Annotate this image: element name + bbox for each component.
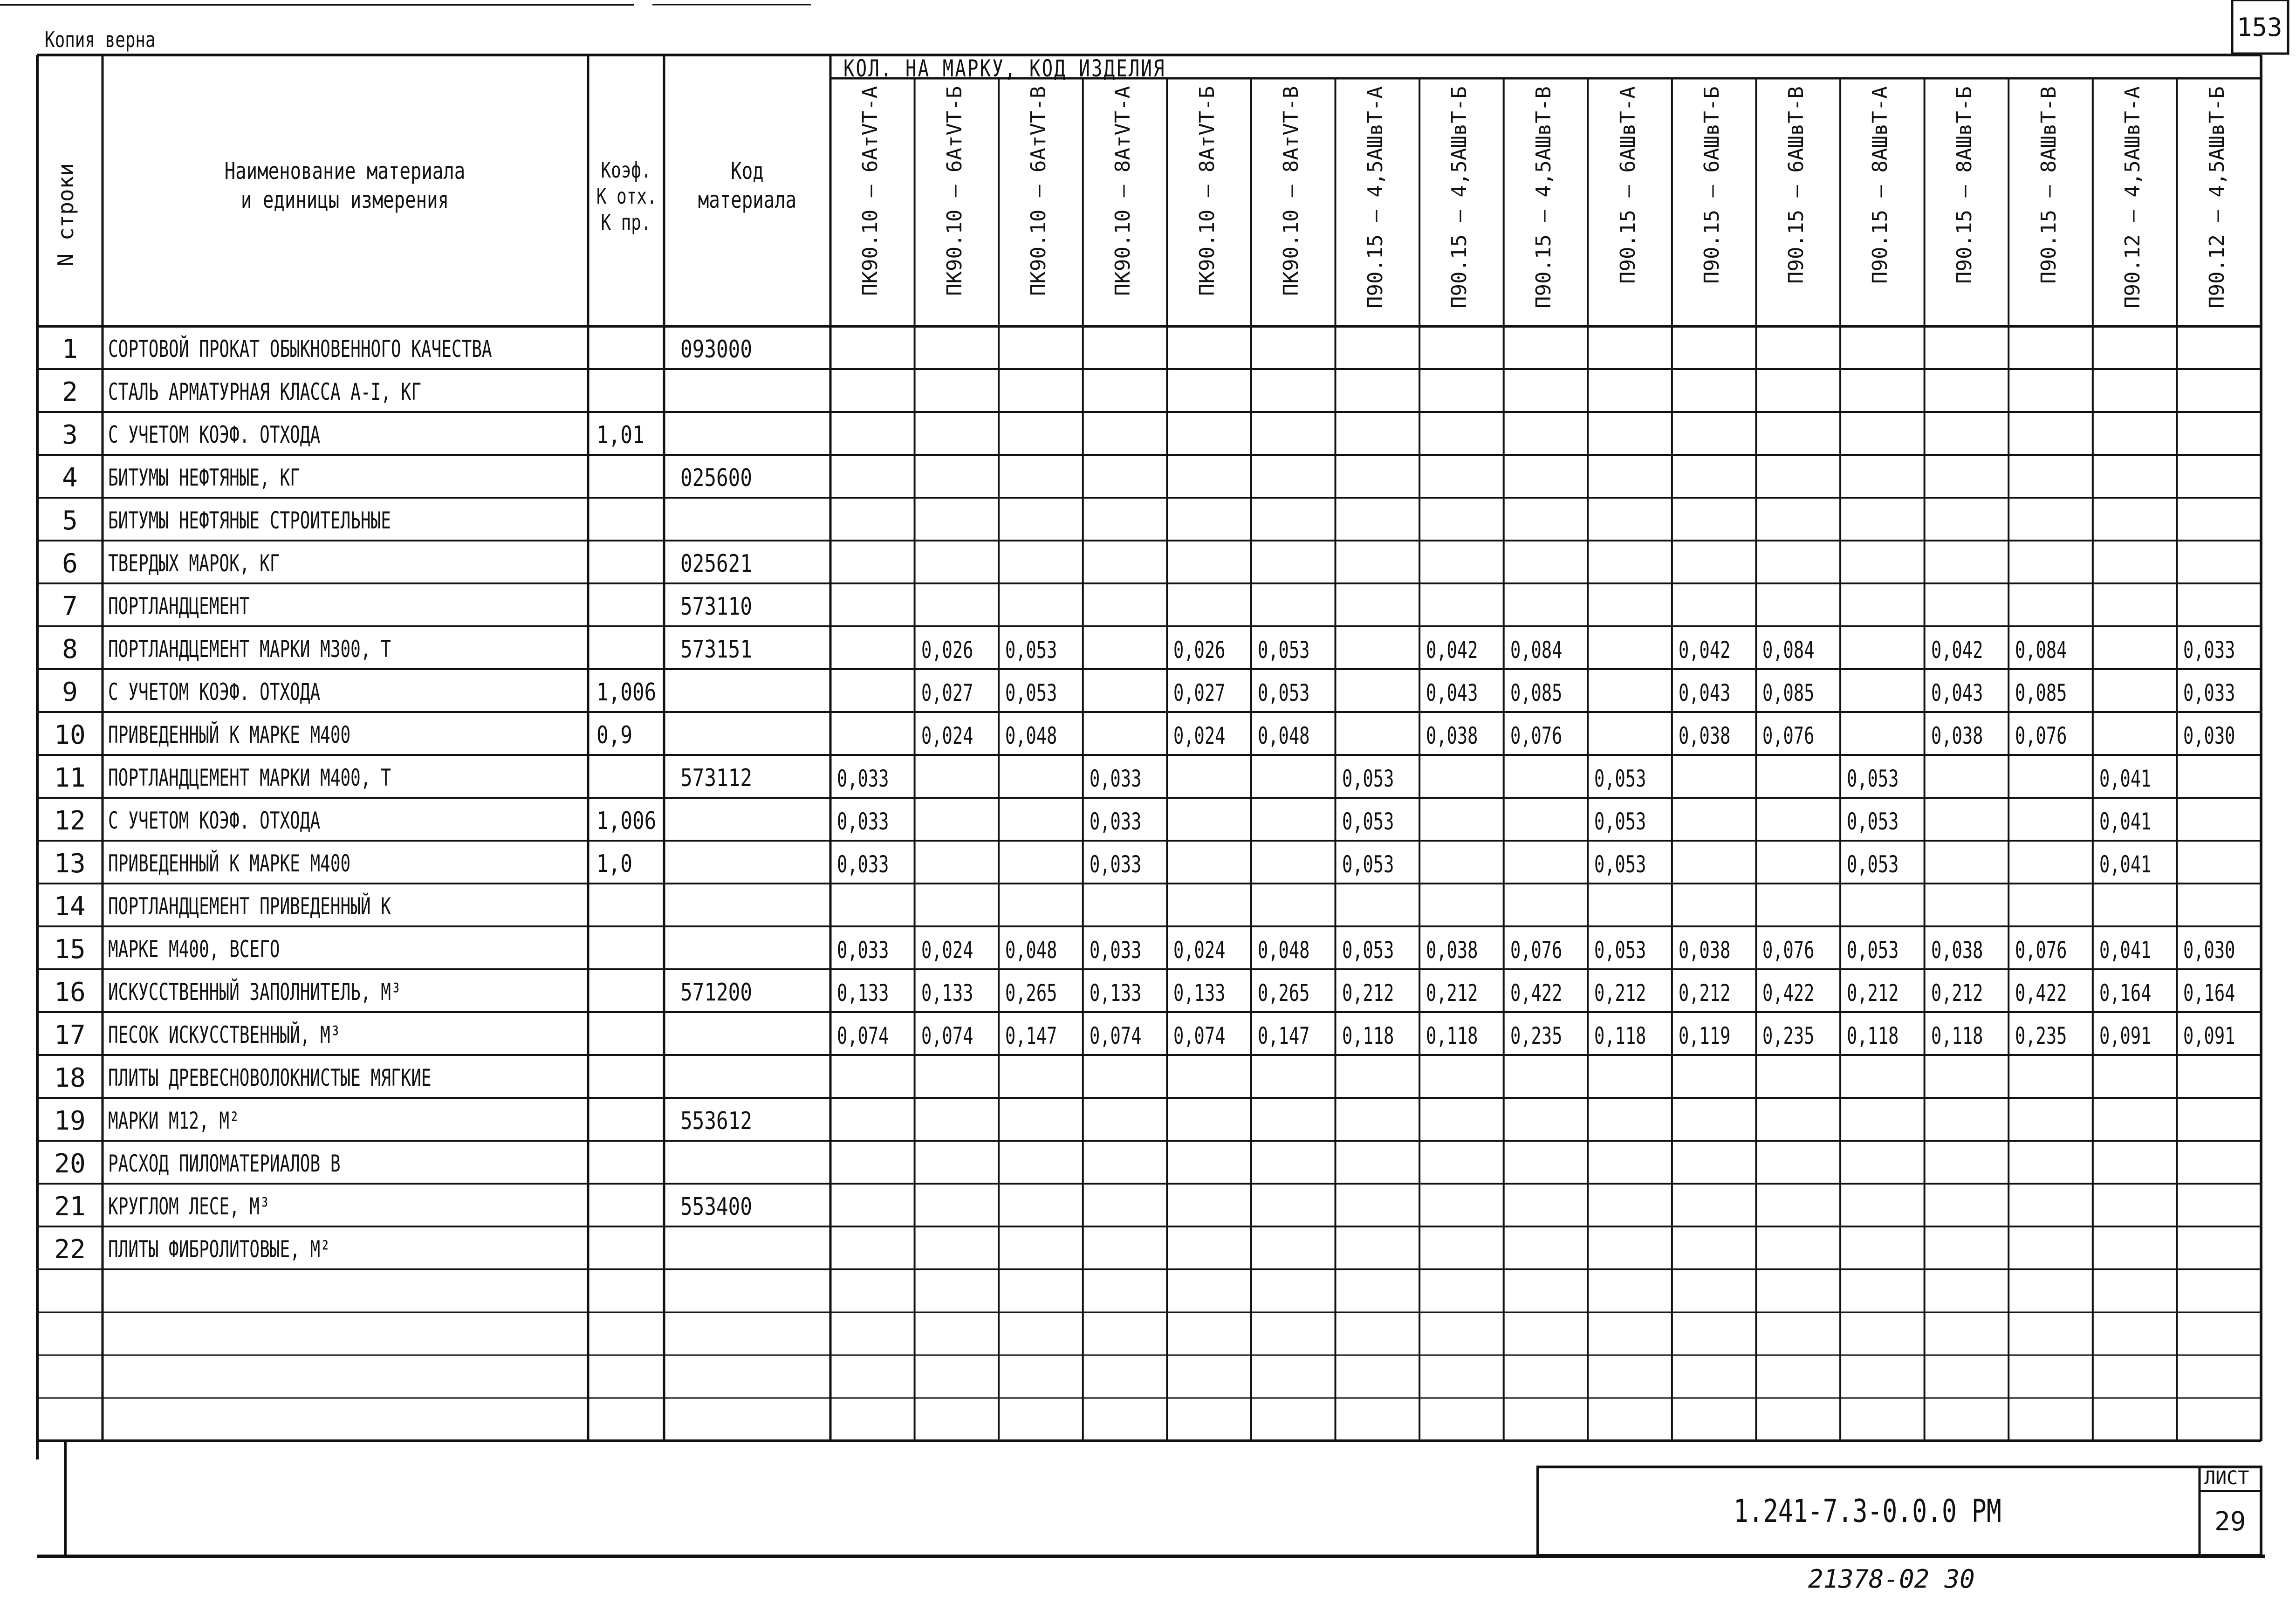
- cell-value: 0,147: [1005, 1022, 1057, 1049]
- cell-value: 0,119: [1678, 1022, 1731, 1049]
- cell-value: 0,074: [1173, 1022, 1226, 1049]
- column-header-6: ПК90.10 — 8АтVТ-В: [1279, 86, 1303, 296]
- row-material-name: ТВЕРДЫХ МАРОК, КГ: [108, 550, 280, 577]
- header-row-number: N строки: [53, 163, 78, 267]
- row-material-name: БИТУМЫ НЕФТЯНЫЕ, КГ: [108, 464, 300, 491]
- row-number: 17: [54, 1020, 86, 1050]
- cell-value: 0,074: [921, 1022, 973, 1049]
- row-number: 19: [54, 1106, 86, 1136]
- cell-value: 0,024: [921, 937, 973, 964]
- top-note: Копия верна: [45, 27, 156, 52]
- column-header-16: П90.12 — 4,5АШвТ-А: [2121, 86, 2145, 308]
- row-material-name: С УЧЕТОМ КОЭФ. ОТХОДА: [108, 678, 321, 706]
- cell-value: 0,265: [1005, 980, 1057, 1007]
- row-number: 22: [54, 1234, 86, 1265]
- cell-value: 0,033: [2183, 679, 2235, 706]
- cell-value: 0,024: [921, 722, 973, 749]
- row-material-code: 553612: [680, 1107, 753, 1135]
- cell-value: 0,212: [1678, 980, 1731, 1007]
- header-group-label: КОЛ. НА МАРКУ, КОД ИЗДЕЛИЯ: [843, 55, 1166, 82]
- cell-value: 0,076: [1510, 937, 1563, 964]
- column-header-2: ПК90.10 — 6АтVТ-Б: [942, 86, 966, 296]
- row-coefficient: 0,9: [596, 721, 633, 749]
- cell-value: 0,038: [1426, 722, 1478, 749]
- row-material-name: ПОРТЛАНДЦЕМЕНТ ПРИВЕДЕННЫЙ К: [108, 893, 391, 920]
- cell-value: 0,053: [1005, 679, 1057, 706]
- row-number: 1: [62, 334, 78, 364]
- cell-value: 0,048: [1257, 722, 1310, 749]
- row-number: 10: [54, 720, 86, 750]
- cell-value: 0,033: [837, 808, 889, 835]
- cell-value: 0,053: [1847, 765, 1899, 792]
- row-material-name: ПРИВЕДЕННЫЙ К МАРКЕ М400: [108, 850, 351, 877]
- cell-value: 0,147: [1257, 1022, 1310, 1049]
- row-material-name: СОРТОВОЙ ПРОКАТ ОБЫКНОВЕННОГО КАЧЕСТВА: [108, 336, 492, 363]
- cell-value: 0,133: [837, 980, 889, 1007]
- column-header-1: ПК90.10 — 6АтVТ-А: [858, 86, 883, 296]
- cell-value: 0,212: [1931, 980, 1983, 1007]
- cell-value: 0,053: [1342, 937, 1394, 964]
- cell-value: 0,212: [1594, 980, 1646, 1007]
- row-number: 13: [54, 849, 86, 879]
- column-header-17: П90.12 — 4,5АШвТ-Б: [2205, 86, 2229, 308]
- cell-value: 0,118: [1931, 1022, 1983, 1049]
- cell-value: 0,085: [1510, 679, 1563, 706]
- cell-value: 0,038: [1678, 937, 1731, 964]
- cell-value: 0,042: [1931, 637, 1983, 664]
- header-code-line: Код: [731, 158, 764, 185]
- cell-value: 0,053: [1342, 851, 1394, 878]
- cell-value: 0,027: [1173, 679, 1226, 706]
- cell-value: 0,038: [1426, 937, 1478, 964]
- cell-value: 0,041: [2099, 851, 2152, 878]
- cell-value: 0,043: [1931, 679, 1983, 706]
- cell-value: 0,091: [2099, 1022, 2152, 1049]
- cell-value: 0,038: [1678, 722, 1731, 749]
- row-number: 8: [62, 634, 78, 665]
- cell-value: 0,033: [1089, 851, 1142, 878]
- row-material-code: 573110: [680, 593, 753, 621]
- cell-value: 0,053: [1594, 937, 1646, 964]
- row-number: 2: [62, 377, 78, 407]
- cell-value: 0,041: [2099, 765, 2152, 792]
- cell-value: 0,053: [1342, 765, 1394, 792]
- row-material-name: РАСХОД ПИЛОМАТЕРИАЛОВ В: [108, 1150, 341, 1177]
- row-coefficient: 1,006: [596, 807, 657, 835]
- page-number: 153: [2237, 13, 2282, 42]
- row-number: 11: [54, 763, 86, 793]
- cell-value: 0,024: [1173, 937, 1226, 964]
- cell-value: 0,212: [1847, 980, 1899, 1007]
- row-material-name: МАРКИ М12, М²: [108, 1107, 240, 1134]
- cell-value: 0,048: [1005, 722, 1057, 749]
- column-header-12: П90.15 — 6АШвТ-В: [1784, 86, 1808, 284]
- column-header-11: П90.15 — 6АШвТ-Б: [1700, 86, 1724, 284]
- cell-value: 0,133: [921, 980, 973, 1007]
- cell-value: 0,084: [2015, 637, 2067, 664]
- cell-value: 0,024: [1173, 722, 1226, 749]
- cell-value: 0,027: [921, 679, 973, 706]
- cell-value: 0,026: [1173, 637, 1226, 664]
- column-header-10: П90.15 — 6АШвТ-А: [1616, 86, 1640, 284]
- row-material-code: 025600: [680, 464, 753, 492]
- cell-value: 0,118: [1426, 1022, 1478, 1049]
- cell-value: 0,043: [1678, 679, 1731, 706]
- cell-value: 0,041: [2099, 937, 2152, 964]
- cell-value: 0,053: [1847, 937, 1899, 964]
- cell-value: 0,038: [1931, 937, 1983, 964]
- cell-value: 0,076: [2015, 937, 2067, 964]
- cell-value: 0,033: [1089, 937, 1142, 964]
- column-header-15: П90.15 — 8АШвТ-В: [2036, 86, 2061, 284]
- row-number: 9: [62, 677, 78, 707]
- cell-value: 0,053: [1257, 679, 1310, 706]
- row-number: 16: [54, 977, 86, 1007]
- cell-value: 0,235: [2015, 1022, 2067, 1049]
- footer-code: 21378-02 30: [1808, 1564, 1975, 1594]
- cell-value: 0,030: [2183, 722, 2235, 749]
- row-number: 20: [54, 1149, 86, 1179]
- row-number: 4: [62, 463, 78, 493]
- row-material-name: ПОРТЛАНДЦЕМЕНТ МАРКИ М300, Т: [108, 636, 391, 663]
- cell-value: 0,076: [1762, 722, 1815, 749]
- cell-value: 0,076: [2015, 722, 2067, 749]
- row-material-name: ИСКУССТВЕННЫЙ ЗАПОЛНИТЕЛЬ, М³: [108, 979, 401, 1006]
- cell-value: 0,033: [1089, 808, 1142, 835]
- column-header-4: ПК90.10 — 8АтVТ-А: [1111, 86, 1135, 296]
- cell-value: 0,038: [1931, 722, 1983, 749]
- cell-value: 0,422: [1762, 980, 1815, 1007]
- cell-value: 0,026: [921, 637, 973, 664]
- cell-value: 0,053: [1594, 765, 1646, 792]
- column-header-13: П90.15 — 8АШвТ-А: [1868, 86, 1892, 284]
- header-coef-line: К отх.: [596, 184, 657, 209]
- cell-value: 0,041: [2099, 808, 2152, 835]
- row-material-name: КРУГЛОМ ЛЕСЕ, М³: [108, 1193, 270, 1220]
- cell-value: 0,074: [1089, 1022, 1142, 1049]
- cell-value: 0,048: [1257, 937, 1310, 964]
- row-material-name: СТАЛЬ АРМАТУРНАЯ КЛАССА А-I, КГ: [108, 378, 421, 405]
- cell-value: 0,235: [1510, 1022, 1563, 1049]
- row-coefficient: 1,0: [596, 850, 633, 878]
- header-name-line: и единицы измерения: [240, 186, 449, 213]
- row-material-code: 573112: [680, 764, 753, 792]
- cell-value: 0,053: [1594, 851, 1646, 878]
- cell-value: 0,212: [1426, 980, 1478, 1007]
- cell-value: 0,053: [1257, 637, 1310, 664]
- cell-value: 0,235: [1762, 1022, 1815, 1049]
- cell-value: 0,091: [2183, 1022, 2235, 1049]
- cell-value: 0,033: [837, 851, 889, 878]
- column-header-3: ПК90.10 — 6АтVТ-В: [1027, 86, 1051, 296]
- row-material-name: ПЛИТЫ ФИБРОЛИТОВЫЕ, М²: [108, 1236, 330, 1263]
- row-material-code: 093000: [680, 336, 753, 363]
- column-header-8: П90.15 — 4,5АШвТ-Б: [1447, 86, 1472, 308]
- row-number: 7: [62, 591, 78, 622]
- cell-value: 0,053: [1847, 808, 1899, 835]
- cell-value: 0,043: [1426, 679, 1478, 706]
- cell-value: 0,084: [1762, 637, 1815, 664]
- cell-value: 0,164: [2099, 980, 2152, 1007]
- cell-value: 0,085: [2015, 679, 2067, 706]
- cell-value: 0,084: [1510, 637, 1563, 664]
- row-material-name: ПЛИТЫ ДРЕВЕСНОВОЛОКНИСТЫЕ МЯГКИЕ: [108, 1064, 432, 1091]
- cell-value: 0,076: [1762, 937, 1815, 964]
- row-material-code: 571200: [680, 979, 753, 1007]
- row-number: 6: [62, 548, 78, 579]
- row-material-name: БИТУМЫ НЕФТЯНЫЕ СТРОИТЕЛЬНЫЕ: [108, 507, 391, 534]
- cell-value: 0,042: [1426, 637, 1478, 664]
- row-material-name: С УЧЕТОМ КОЭФ. ОТХОДА: [108, 421, 321, 448]
- column-header-7: П90.15 — 4,5АШвТ-А: [1363, 86, 1387, 308]
- cell-value: 0,033: [2183, 637, 2235, 664]
- row-material-name: ПРИВЕДЕННЫЙ К МАРКЕ М400: [108, 721, 351, 748]
- header-coef-line: К пр.: [601, 210, 651, 235]
- cell-value: 0,422: [1510, 980, 1563, 1007]
- cell-value: 0,118: [1594, 1022, 1646, 1049]
- cell-value: 0,212: [1342, 980, 1394, 1007]
- row-number: 14: [54, 891, 86, 922]
- sheet-number: 29: [2214, 1507, 2246, 1537]
- cell-value: 0,074: [837, 1022, 889, 1049]
- row-material-name: ПОРТЛАНДЦЕМЕНТ МАРКИ М400, Т: [108, 764, 391, 791]
- row-material-name: МАРКЕ М400, ВСЕГО: [108, 936, 280, 963]
- cell-value: 0,085: [1762, 679, 1815, 706]
- cell-value: 0,118: [1847, 1022, 1899, 1049]
- row-number: 21: [54, 1192, 86, 1222]
- cell-value: 0,053: [1594, 808, 1646, 835]
- cell-value: 0,076: [1510, 722, 1563, 749]
- row-coefficient: 1,006: [596, 678, 657, 706]
- cell-value: 0,133: [1173, 980, 1226, 1007]
- row-material-code: 553400: [680, 1193, 753, 1221]
- row-number: 15: [54, 934, 86, 965]
- cell-value: 0,042: [1678, 637, 1731, 664]
- cell-value: 0,033: [837, 937, 889, 964]
- cell-value: 0,053: [1847, 851, 1899, 878]
- row-material-name: С УЧЕТОМ КОЭФ. ОТХОДА: [108, 807, 321, 834]
- row-number: 18: [54, 1063, 86, 1093]
- header-name-line: Наименование материала: [224, 158, 466, 185]
- column-header-5: ПК90.10 — 8АтVТ-Б: [1195, 86, 1219, 296]
- row-material-name: ПЕСОК ИСКУССТВЕННЫЙ, М³: [108, 1021, 341, 1048]
- row-coefficient: 1,01: [596, 421, 644, 449]
- row-number: 3: [62, 420, 78, 450]
- cell-value: 0,053: [1005, 637, 1057, 664]
- cell-value: 0,422: [2015, 980, 2067, 1007]
- row-material-code: 025621: [680, 550, 753, 578]
- sheet-label: ЛИСТ: [2204, 1467, 2249, 1489]
- row-material-name: ПОРТЛАНДЦЕМЕНТ: [108, 593, 250, 620]
- cell-value: 0,118: [1342, 1022, 1394, 1049]
- row-number: 12: [54, 806, 86, 836]
- header-coef-line: Коэф.: [601, 158, 651, 183]
- cell-value: 0,164: [2183, 980, 2235, 1007]
- header-code-line: материала: [698, 186, 797, 213]
- cell-value: 0,265: [1257, 980, 1310, 1007]
- cell-value: 0,053: [1342, 808, 1394, 835]
- document-code: 1.241-7.3-0.0.0 РМ: [1734, 1493, 2001, 1530]
- cell-value: 0,033: [837, 765, 889, 792]
- row-number: 5: [62, 506, 78, 536]
- cell-value: 0,033: [1089, 765, 1142, 792]
- cell-value: 0,133: [1089, 980, 1142, 1007]
- cell-value: 0,030: [2183, 937, 2235, 964]
- column-header-14: П90.15 — 8АШвТ-Б: [1952, 86, 1976, 284]
- cell-value: 0,048: [1005, 937, 1057, 964]
- column-header-9: П90.15 — 4,5АШвТ-В: [1532, 86, 1556, 308]
- row-material-code: 573151: [680, 636, 753, 664]
